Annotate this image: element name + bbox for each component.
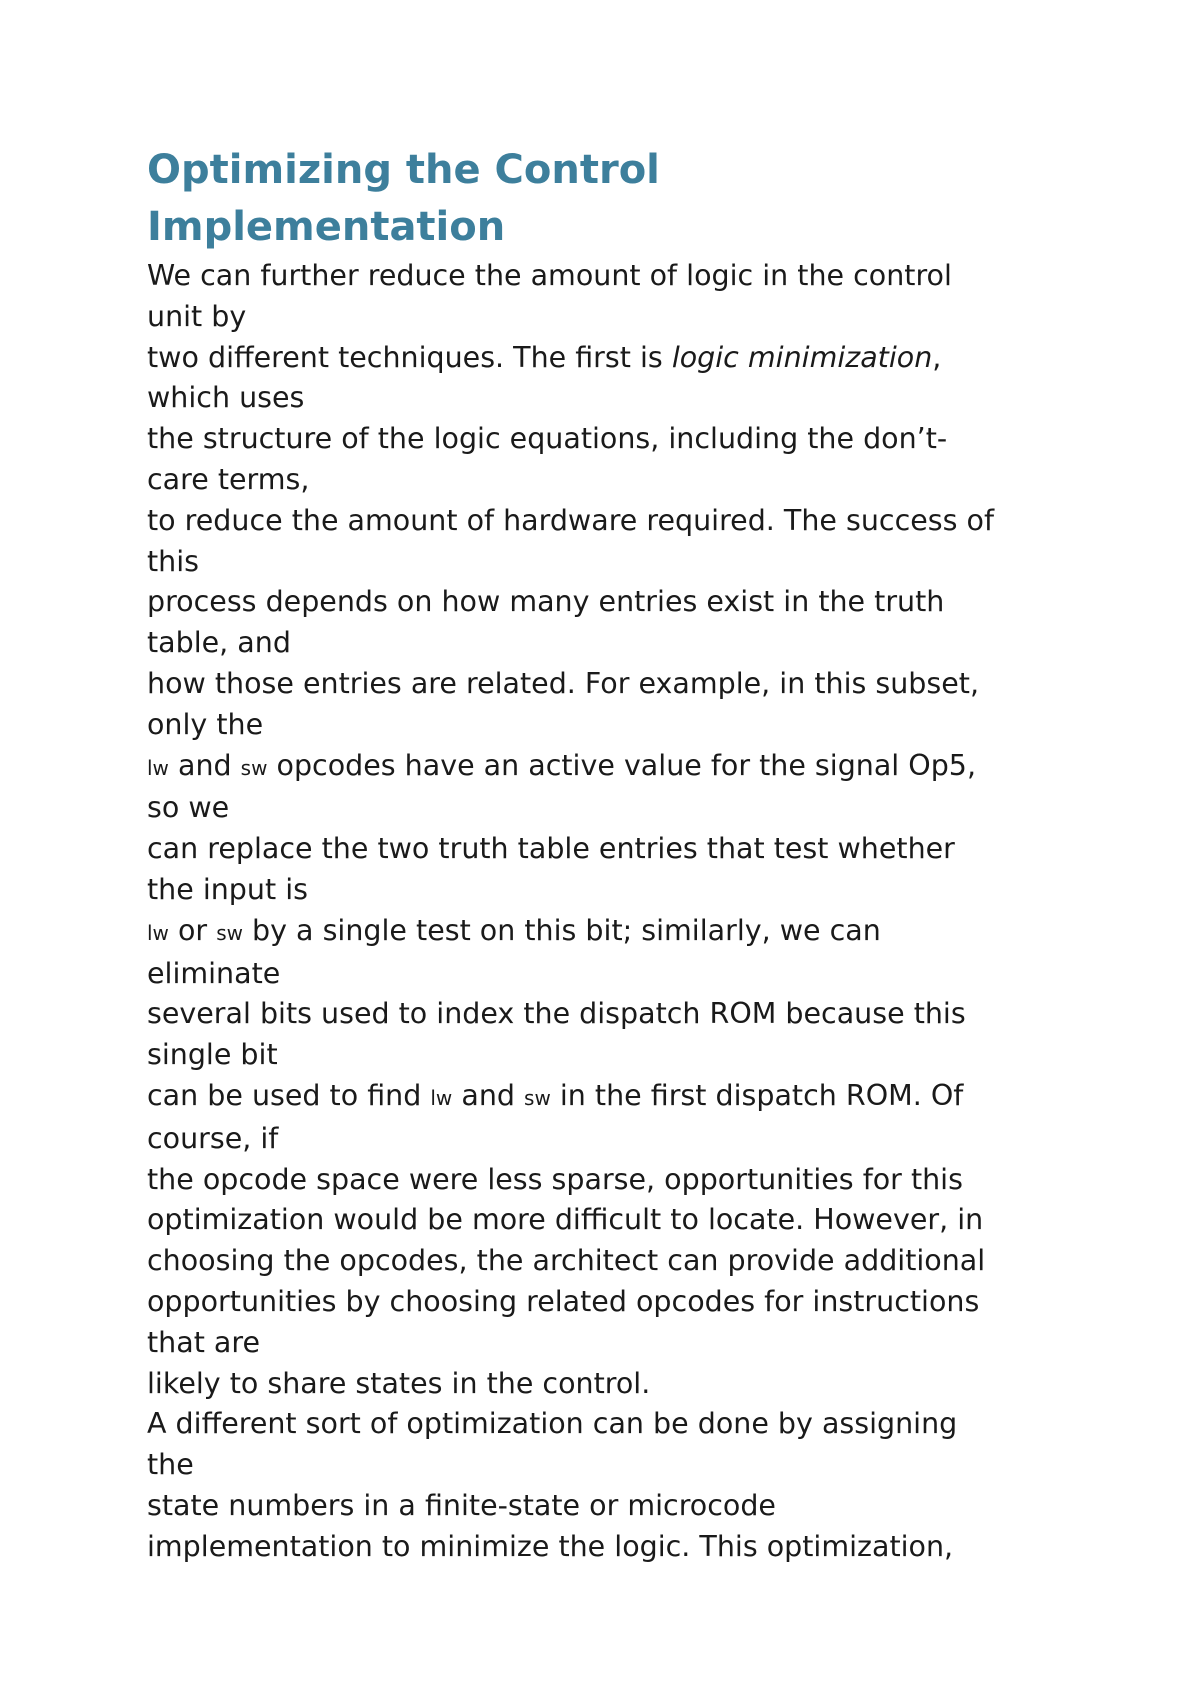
text-line: single bit bbox=[147, 1038, 278, 1072]
text-run: in the first dispatch ROM. Of bbox=[550, 1078, 964, 1112]
title-line: Implementation bbox=[147, 204, 506, 250]
text-line: A different sort of optimization can be done by assigning bbox=[147, 1407, 958, 1441]
text-run: two different techniques. The first is bbox=[147, 340, 672, 374]
text-line: opportunities by choosing related opcodes for instructions bbox=[147, 1284, 980, 1318]
text-run: by a single test on this bit; similarly, we can bbox=[242, 913, 881, 947]
code-term: lw bbox=[430, 1085, 453, 1110]
text-line: to reduce the amount of hardware required. The success of bbox=[147, 503, 994, 537]
text-line: table, and bbox=[147, 626, 291, 660]
text-line: likely to share states in the control. bbox=[147, 1366, 651, 1400]
text-run: , bbox=[932, 340, 942, 374]
code-term: lw bbox=[147, 920, 169, 945]
text-line: the bbox=[147, 1448, 194, 1482]
code-term: lw bbox=[147, 755, 169, 780]
text-run: can be used to find bbox=[147, 1078, 431, 1112]
text-line: several bits used to index the dispatch ROM because this bbox=[147, 997, 966, 1031]
text-line: how those entries are related. For example, in this subset, bbox=[147, 666, 980, 700]
text-run: and bbox=[452, 1078, 525, 1112]
text-line: can replace the two truth table entries that test whether bbox=[147, 832, 955, 866]
text-line: the opcode space were less sparse, opportunities for this bbox=[147, 1162, 963, 1196]
text-run: or bbox=[168, 913, 217, 947]
body-text bbox=[147, 256, 1077, 1568]
text-line: choosing the opcodes, the architect can provide additional bbox=[147, 1244, 986, 1278]
document-page bbox=[147, 142, 1077, 1568]
text-run: and bbox=[168, 748, 241, 782]
text-line: the structure of the logic equations, including the don’t- bbox=[147, 422, 948, 456]
text-line: the input is bbox=[147, 872, 308, 906]
text-line: process depends on how many entries exist in the truth bbox=[147, 585, 945, 619]
text-run: opcodes have an active value for the signal Op5, bbox=[267, 748, 977, 782]
text-line: We can further reduce the amount of logic in the control bbox=[147, 259, 952, 292]
text-line: only the bbox=[147, 707, 264, 741]
page-title bbox=[147, 142, 1077, 256]
text-line: implementation to minimize the logic. This optimization, bbox=[147, 1529, 954, 1563]
emphasis-term: logic minimization bbox=[671, 340, 933, 374]
code-term: sw bbox=[240, 755, 268, 780]
title-line: Optimizing the Control bbox=[147, 147, 660, 193]
text-line: that are bbox=[147, 1325, 261, 1359]
text-line bbox=[147, 338, 1077, 379]
text-line: eliminate bbox=[147, 956, 281, 990]
text-line bbox=[147, 1076, 1077, 1119]
text-line: which uses bbox=[147, 381, 305, 415]
code-term: sw bbox=[216, 920, 243, 945]
text-line: care terms, bbox=[147, 462, 310, 496]
text-line: course, if bbox=[147, 1121, 279, 1155]
text-line: optimization would be more difficult to locate. However, in bbox=[147, 1203, 984, 1237]
code-term: sw bbox=[524, 1085, 551, 1110]
text-line: state numbers in a finite-state or microcode bbox=[147, 1488, 776, 1522]
text-line: unit by bbox=[147, 299, 247, 333]
text-line: this bbox=[147, 544, 200, 578]
text-line: so we bbox=[147, 791, 230, 825]
text-line bbox=[147, 746, 1077, 789]
text-line bbox=[147, 911, 1077, 954]
